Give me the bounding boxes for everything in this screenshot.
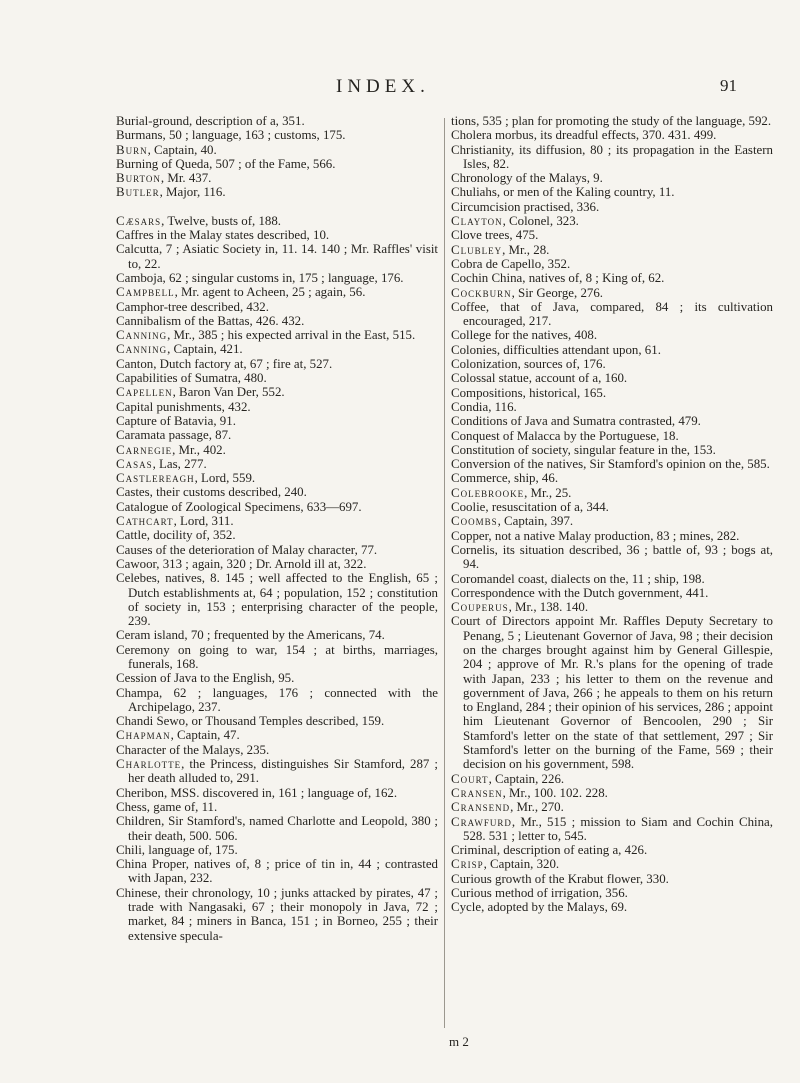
index-entry xyxy=(451,414,773,428)
entry-text: Cattle, docility of, 352. xyxy=(116,528,236,543)
entry-name: Cockburn xyxy=(451,285,512,300)
entry-text: , Mr., 28. xyxy=(502,242,550,257)
entry-text: Commerce, ship, 46. xyxy=(451,471,559,486)
index-entry xyxy=(116,143,438,157)
entry-text: Cawoor, 313 ; again, 320 ; Dr. Arnold ill at, 322. xyxy=(116,556,367,571)
entry-text: Capital punishments, 432. xyxy=(116,399,251,414)
entry-name: Capellen xyxy=(116,385,173,400)
index-entry xyxy=(451,586,773,600)
index-entry xyxy=(116,228,438,242)
index-entry xyxy=(451,286,773,300)
index-entry xyxy=(451,328,773,342)
entry-name: Canning xyxy=(116,342,168,357)
entry-text: College for the natives, 408. xyxy=(451,328,598,343)
entry-text: Court of Directors appoint Mr. Raffles Deputy Secretary to Penang, 5 ; Lieutenant Governor of Java, 98 ; their decision on the charges brought against him by General Gillespie, 204 ; approve of Mr. R.'s plans for the opening of trade with Japan, 233 ; his letter to them on the revenue and government of Java, 266 ; he appeals to them on his return to England, 284 ; their opinion of his services, 286 ; appoint him Lieutenant Governor of Bencoolen, 290 ; Sir Stamford's letter on the state of that settlement, 297 ; Sir Stamford's letter on the burning of the Fame, 569 ; their decision on his government, 598. xyxy=(451,614,773,772)
entry-text: , Lord, 311. xyxy=(173,514,234,529)
index-entry xyxy=(116,743,438,757)
index-entry xyxy=(451,800,773,814)
entry-text: Compositions, historical, 165. xyxy=(451,385,607,400)
index-entry xyxy=(116,485,438,499)
index-entry xyxy=(451,114,773,128)
index-entry xyxy=(116,157,438,171)
entry-text: , Captain, 226. xyxy=(488,771,565,786)
entry-text: Canton, Dutch factory at, 67 ; fire at, 527. xyxy=(116,356,333,371)
entry-name: Casas xyxy=(116,456,153,471)
running-head: INDEX. xyxy=(336,76,430,97)
entry-text: Christianity, its diffusion, 80 ; its propagation in the Eastern Isles, 82. xyxy=(451,142,773,171)
entry-text: , Mr., 138. 140. xyxy=(508,600,589,615)
page-number: 91 xyxy=(720,76,737,95)
index-entry xyxy=(451,143,773,172)
entry-text: Coffee, that of Java, compared, 84 ; its cultivation encouraged, 217. xyxy=(451,299,773,329)
index-entry xyxy=(451,772,773,786)
entry-text: Colonies, difficulties attendant upon, 61. xyxy=(451,342,661,357)
entry-name: Burton xyxy=(116,171,161,186)
entry-name: Castlereagh xyxy=(116,471,195,486)
index-entry xyxy=(451,185,773,199)
index-entry xyxy=(451,815,773,844)
entry-name: Burn xyxy=(116,142,148,157)
entry-group-gap xyxy=(116,200,438,214)
entry-text: Calcutta, 7 ; Asiatic Society in, 11. 14. 140 ; Mr. Raffles' visit to, 22. xyxy=(116,242,438,271)
index-entry xyxy=(116,285,438,299)
index-entry xyxy=(116,357,438,371)
entry-text: Correspondence with the Dutch government, 441. xyxy=(451,585,709,600)
entry-text: Colossal statue, account of a, 160. xyxy=(451,371,628,386)
entry-text: Cycle, adopted by the Malays, 69. xyxy=(451,900,628,915)
entry-text: Camphor-tree described, 432. xyxy=(116,299,269,314)
entry-text: Celebes, natives, 8. 145 ; well affected to the English, 65 ; Dutch establishments at, 64 ; population, 152 ; constitution of society in, 153 ; enterprising character of the people, 239. xyxy=(116,571,438,629)
entry-text: , Baron Van Der, 552. xyxy=(172,385,285,400)
index-entry xyxy=(451,843,773,857)
entry-name: Crisp xyxy=(451,857,484,872)
entry-text: China Proper, natives of, 8 ; price of tin in, 44 ; contrasted with Japan, 232. xyxy=(116,857,438,886)
entry-text: , Mr., 270. xyxy=(510,800,564,815)
index-entry xyxy=(116,185,438,199)
entry-text: Children, Sir Stamford's, named Charlotte and Leopold, 380 ; their death, 500. 506. xyxy=(116,814,438,843)
entry-text: Chess, game of, 11. xyxy=(116,799,218,814)
index-entry xyxy=(451,886,773,900)
entry-text: Catalogue of Zoological Specimens, 633—697. xyxy=(116,499,362,514)
entry-name: Canning xyxy=(116,328,168,343)
index-entry xyxy=(116,571,438,628)
entry-text: Copper, not a native Malay production, 83 ; mines, 282. xyxy=(451,528,740,543)
index-entry xyxy=(116,543,438,557)
entry-name: Cathcart xyxy=(116,514,174,529)
index-entry xyxy=(116,843,438,857)
entry-text: , Mr. 437. xyxy=(160,171,212,186)
index-entry xyxy=(116,214,438,228)
index-entry xyxy=(116,686,438,715)
index-entry xyxy=(116,371,438,385)
entry-text: , Mr., 100. 102. 228. xyxy=(502,785,608,800)
index-entry xyxy=(451,128,773,142)
index-entry xyxy=(451,529,773,543)
index-entry xyxy=(451,400,773,414)
entry-text: , Twelve, busts of, 188. xyxy=(161,213,282,228)
entry-name: Coombs xyxy=(451,514,498,529)
entry-text: , Captain, 320. xyxy=(483,857,560,872)
index-entry xyxy=(451,514,773,528)
entry-text: Conditions of Java and Sumatra contrasted, 479. xyxy=(451,414,701,429)
entry-text: Cochin China, natives of, 8 ; King of, 62. xyxy=(451,271,665,286)
index-entry xyxy=(116,300,438,314)
index-entry xyxy=(451,228,773,242)
entry-text: , Captain, 397. xyxy=(497,514,574,529)
entry-text: Chinese, their chronology, 10 ; junks attacked by pirates, 47 ; trade with Nangasaki, 67 ; their monopoly in Java, 72 ; market, 84 ; miners in Banca, 151 ; in Borneo, 255 ; their extensive specula- xyxy=(116,885,438,943)
entry-text: , Mr. agent to Acheen, 25 ; again, 56. xyxy=(174,285,366,300)
index-entry xyxy=(116,757,438,786)
entry-text: , Captain, 47. xyxy=(170,728,240,743)
entry-text: , Mr., 25. xyxy=(524,485,572,500)
entry-text: Cession of Java to the English, 95. xyxy=(116,671,295,686)
index-entry xyxy=(451,343,773,357)
index-entry xyxy=(116,814,438,843)
index-entry xyxy=(116,714,438,728)
index-entry xyxy=(451,900,773,914)
index-entry xyxy=(116,528,438,542)
index-entry xyxy=(451,457,773,471)
index-entry xyxy=(451,357,773,371)
index-entry xyxy=(451,600,773,614)
column-divider xyxy=(444,118,445,1028)
entry-name: Cransen xyxy=(451,785,503,800)
entry-text: Cheribon, MSS. discovered in, 161 ; language of, 162. xyxy=(116,785,398,800)
entry-text: , Las, 277. xyxy=(152,456,207,471)
index-entry xyxy=(451,614,773,771)
index-entry xyxy=(451,872,773,886)
entry-text: , Mr., 402. xyxy=(172,442,226,457)
entry-name: Clubley xyxy=(451,242,503,257)
entry-name: Crawfurd xyxy=(451,814,512,829)
entry-text: Ceremony on going to war, 154 ; at births, marriages, funerals, 168. xyxy=(116,642,438,671)
index-entry xyxy=(116,271,438,285)
entry-text: Coolie, resuscitation of a, 344. xyxy=(451,500,609,515)
index-entry xyxy=(116,328,438,342)
index-entry xyxy=(116,242,438,271)
entry-name: Clayton xyxy=(451,214,503,229)
entry-name: Cæsars xyxy=(116,213,162,228)
entry-text: , Major, 116. xyxy=(159,185,226,200)
entry-text: Camboja, 62 ; singular customs in, 175 ; language, 176. xyxy=(116,270,404,285)
entry-text: Champa, 62 ; languages, 176 ; connected with the Archipelago, 237. xyxy=(116,685,438,714)
index-entry xyxy=(116,886,438,943)
entry-text: Capabilities of Sumatra, 480. xyxy=(116,371,267,386)
index-entry xyxy=(451,443,773,457)
index-entry xyxy=(116,786,438,800)
index-entry xyxy=(116,500,438,514)
index-entry xyxy=(451,786,773,800)
index-entry xyxy=(116,800,438,814)
entry-text: Cobra de Capello, 352. xyxy=(451,256,571,271)
entry-text: tions, 535 ; plan for promoting the study of the language, 592. xyxy=(451,114,772,128)
page-header xyxy=(0,76,800,100)
entry-text: Castes, their customs described, 240. xyxy=(116,485,307,500)
index-entry xyxy=(116,428,438,442)
index-entry xyxy=(451,300,773,329)
entry-name: Campbell xyxy=(116,285,175,300)
index-entry xyxy=(451,371,773,385)
entry-text: , Mr., 385 ; his expected arrival in the East, 515. xyxy=(167,328,416,343)
index-entry xyxy=(116,385,438,399)
entry-text: Conquest of Malacca by the Portuguese, 18. xyxy=(451,428,679,443)
entry-text: Chronology of the Malays, 9. xyxy=(451,171,603,186)
entry-text: Clove trees, 475. xyxy=(451,228,539,243)
entry-text: Chuliahs, or men of the Kaling country, 11. xyxy=(451,185,675,200)
index-entry xyxy=(116,443,438,457)
entry-text: , Lord, 559. xyxy=(194,471,256,486)
index-entry xyxy=(451,171,773,185)
index-entry xyxy=(451,500,773,514)
index-entry xyxy=(451,471,773,485)
entry-name: Couperus xyxy=(451,600,509,615)
index-entry xyxy=(116,114,438,128)
entry-text: Curious method of irrigation, 356. xyxy=(451,886,628,901)
entry-text: Coromandel coast, dialects on the, 11 ; ship, 198. xyxy=(451,571,705,586)
index-entry xyxy=(451,857,773,871)
index-entry xyxy=(116,857,438,886)
entry-name: Colebrooke xyxy=(451,485,525,500)
entry-text: Conversion of the natives, Sir Stamford's opinion on the, 585. xyxy=(451,457,770,472)
entry-name: Court xyxy=(451,771,489,786)
index-entry xyxy=(116,514,438,528)
entry-text: , Mr., 515 ; mission to Siam and Cochin China, 528. 531 ; letter to, 545. xyxy=(463,814,773,843)
entry-text: Condia, 116. xyxy=(451,399,517,414)
entry-text: Circumcision practised, 336. xyxy=(451,199,600,214)
index-entry xyxy=(451,257,773,271)
entry-text: Colonization, sources of, 176. xyxy=(451,357,606,372)
entry-name: Butler xyxy=(116,185,160,200)
index-entry xyxy=(451,243,773,257)
entry-text: Capture of Batavia, 91. xyxy=(116,413,236,428)
index-entry xyxy=(451,214,773,228)
entry-text: , Sir George, 276. xyxy=(511,285,604,300)
index-entry xyxy=(451,572,773,586)
index-entry xyxy=(116,314,438,328)
entry-text: , Captain, 421. xyxy=(167,342,243,357)
entry-text: Ceram island, 70 ; frequented by the Americans, 74. xyxy=(116,628,385,643)
index-entry xyxy=(451,386,773,400)
entry-text: Cannibalism of the Battas, 426. 432. xyxy=(116,313,305,328)
index-entry xyxy=(116,128,438,142)
entry-text: Causes of the deterioration of Malay character, 77. xyxy=(116,542,378,557)
signature-mark: m 2 xyxy=(449,1034,469,1049)
index-entry xyxy=(451,271,773,285)
index-entry xyxy=(116,342,438,356)
index-entry xyxy=(451,200,773,214)
entry-text: Constitution of society, singular feature in the, 153. xyxy=(451,442,716,457)
index-entry xyxy=(116,171,438,185)
entry-text: Cornelis, its situation described, 36 ; battle of, 93 ; bogs at, 94. xyxy=(451,542,773,572)
index-entry xyxy=(451,543,773,572)
entry-text: Cholera morbus, its dreadful effects, 370. 431. 499. xyxy=(451,128,717,143)
entry-text: Burial-ground, description of a, 351. xyxy=(116,114,305,128)
entry-text: Criminal, description of eating a, 426. xyxy=(451,843,648,858)
entry-name: Chapman xyxy=(116,728,171,743)
index-entry xyxy=(116,400,438,414)
entry-text: , Colonel, 323. xyxy=(502,214,579,229)
entry-name: Charlotte xyxy=(116,757,182,772)
entry-text: Caffres in the Malay states described, 10. xyxy=(116,228,330,243)
index-entry xyxy=(116,643,438,672)
entry-name: Carnegie xyxy=(116,442,173,457)
index-entry xyxy=(451,429,773,443)
index-entry xyxy=(116,457,438,471)
index-entry xyxy=(116,414,438,428)
index-entry xyxy=(116,557,438,571)
index-column-left xyxy=(116,114,438,943)
entry-text: Burning of Queda, 507 ; of the Fame, 566. xyxy=(116,156,336,171)
entry-name: Cransend xyxy=(451,800,511,815)
entry-text: , the Princess, distinguishes Sir Stamford, 287 ; her death alluded to, 291. xyxy=(128,757,438,786)
entry-text: Curious growth of the Krabut flower, 330. xyxy=(451,871,669,886)
entry-text: Chandi Sewo, or Thousand Temples described, 159. xyxy=(116,714,385,729)
entry-text: Character of the Malays, 235. xyxy=(116,742,270,757)
index-column-right xyxy=(451,114,773,915)
index-entry xyxy=(116,728,438,742)
entry-text: Burmans, 50 ; language, 163 ; customs, 175. xyxy=(116,128,346,143)
entry-text: , Captain, 40. xyxy=(147,142,217,157)
index-entry xyxy=(116,671,438,685)
index-entry xyxy=(116,471,438,485)
entry-text: Chili, language of, 175. xyxy=(116,842,238,857)
entry-text: Caramata passage, 87. xyxy=(116,428,232,443)
index-entry xyxy=(451,486,773,500)
index-entry xyxy=(116,628,438,642)
